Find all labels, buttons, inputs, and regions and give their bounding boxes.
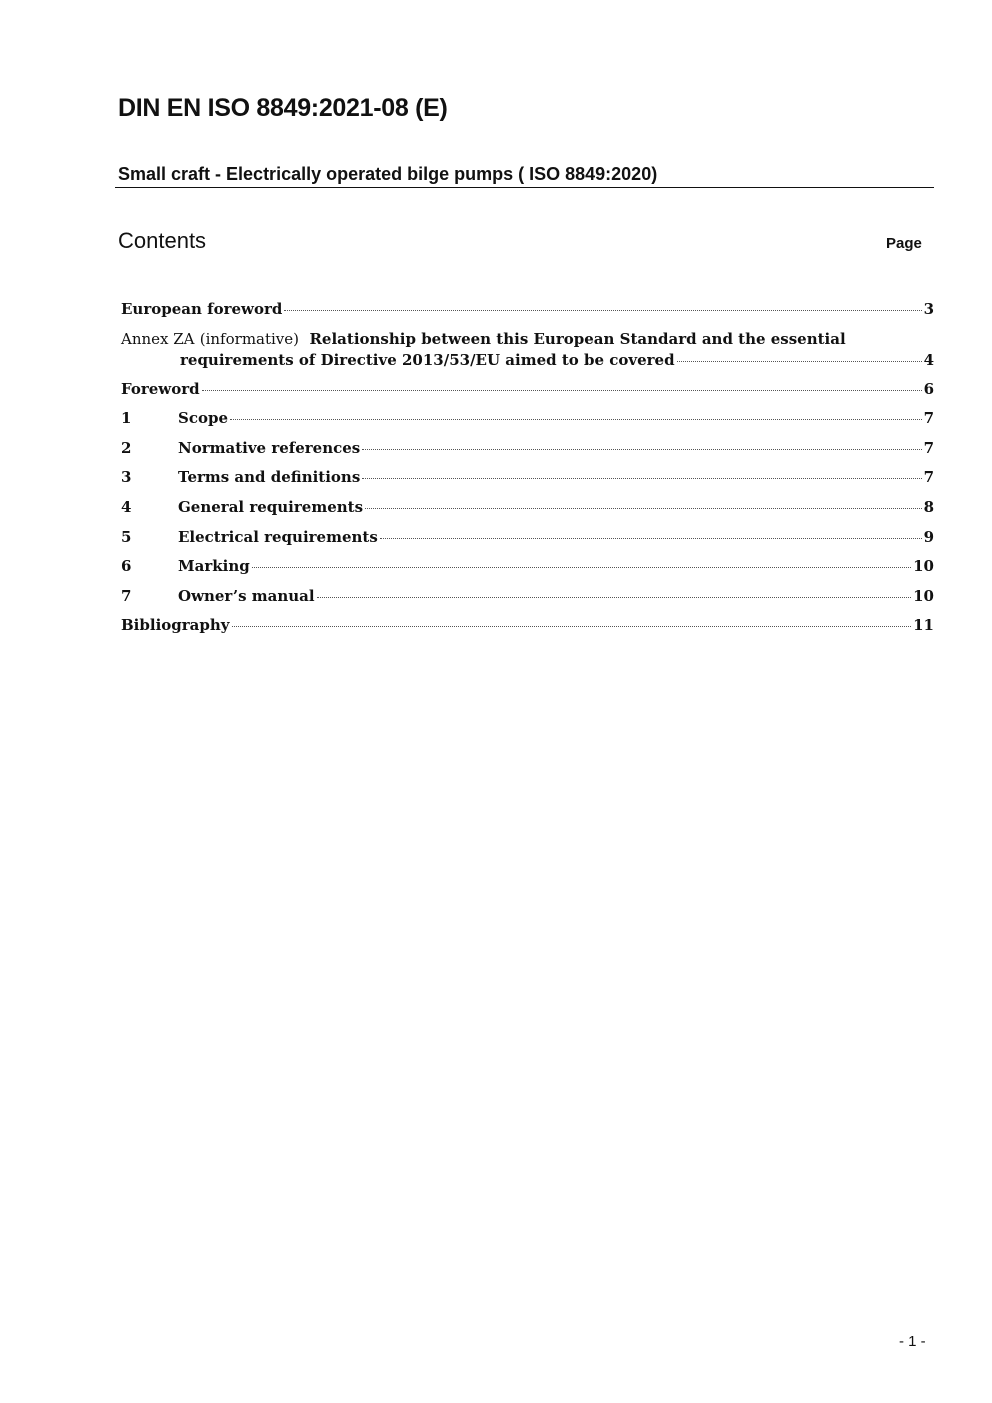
toc-dot-leader: [230, 419, 922, 420]
toc-dot-leader: [232, 626, 912, 627]
toc-dot-leader: [677, 361, 922, 362]
table-of-contents: [121, 299, 934, 645]
toc-page-number: 7: [923, 438, 934, 457]
page-footer-number: - 1 -: [899, 1333, 926, 1350]
toc-dot-leader: [284, 310, 921, 311]
toc-entry-text: Owner’s manual: [178, 586, 315, 605]
toc-annex-label: Annex ZA: [121, 329, 195, 348]
toc-clause-number: 5: [121, 527, 132, 546]
toc-entry-clause-1[interactable]: [121, 408, 934, 429]
toc-clause-number: 7: [121, 586, 132, 605]
document-title: DIN EN ISO 8849:2021-08 (E): [118, 94, 448, 122]
toc-entry-clause-2[interactable]: [121, 438, 934, 459]
toc-entry-clause-7[interactable]: [121, 586, 934, 607]
page-column-heading: Page: [886, 235, 922, 252]
toc-page-number: 4: [923, 350, 934, 369]
toc-annex-heading: [121, 329, 846, 350]
toc-entry-clause-6[interactable]: [121, 556, 934, 577]
toc-page-number: 8: [923, 497, 934, 516]
toc-entry-european-foreword[interactable]: [121, 299, 934, 320]
toc-entry-clause-5[interactable]: [121, 527, 934, 548]
toc-entry-text: European foreword: [121, 300, 283, 318]
toc-entry-bibliography[interactable]: [121, 615, 934, 636]
toc-dot-leader: [202, 390, 922, 391]
toc-entry-text: Foreword: [121, 379, 200, 398]
toc-entry-annex-za[interactable]: [121, 329, 934, 371]
toc-dot-leader: [362, 449, 921, 450]
toc-dot-leader: [365, 508, 922, 509]
toc-entry-text: Electrical requirements: [178, 527, 378, 546]
toc-page-number: 7: [923, 468, 934, 487]
toc-page-number: 10: [913, 586, 934, 605]
toc-dot-leader: [380, 538, 922, 539]
toc-page-number: 6: [923, 379, 934, 398]
toc-entry-text: Bibliography: [121, 616, 230, 635]
subtitle-underline-rule: [115, 187, 934, 188]
document-subtitle: Small craft - Electrically operated bilge pumps ( ISO 8849:2020): [118, 164, 658, 184]
toc-entry-clause-4[interactable]: [121, 497, 934, 518]
toc-dot-leader: [252, 567, 911, 568]
toc-entry-text: General requirements: [178, 497, 364, 516]
toc-entry-text: Normative references: [178, 438, 361, 457]
toc-clause-number: 3: [121, 468, 132, 487]
toc-annex-title-line2: requirements of Directive 2013/53/EU aimed to be covered: [180, 350, 675, 369]
toc-clause-number: 4: [121, 497, 132, 516]
toc-annex-qualifier: (informative): [199, 329, 300, 348]
toc-page-number: 7: [923, 409, 934, 428]
toc-dot-leader: [362, 478, 921, 479]
toc-page-number: 9: [923, 527, 934, 546]
toc-page-number: 11: [913, 616, 934, 635]
toc-entry-clause-3[interactable]: [121, 467, 934, 488]
toc-page-number: 3: [923, 300, 934, 318]
toc-dot-leader: [317, 597, 912, 598]
toc-page-number: 10: [913, 557, 934, 576]
contents-heading: Contents: [118, 228, 207, 253]
toc-clause-number: 1: [121, 409, 132, 428]
toc-entry-text: Terms and definitions: [178, 468, 361, 487]
toc-entry-foreword[interactable]: [121, 379, 934, 400]
toc-clause-number: 2: [121, 438, 132, 457]
toc-entry-text: Scope: [178, 409, 229, 428]
toc-clause-number: 6: [121, 557, 132, 576]
toc-annex-title-line1: Relationship between this European Standard and the essential: [309, 329, 846, 348]
toc-entry-text: Marking: [178, 557, 250, 576]
